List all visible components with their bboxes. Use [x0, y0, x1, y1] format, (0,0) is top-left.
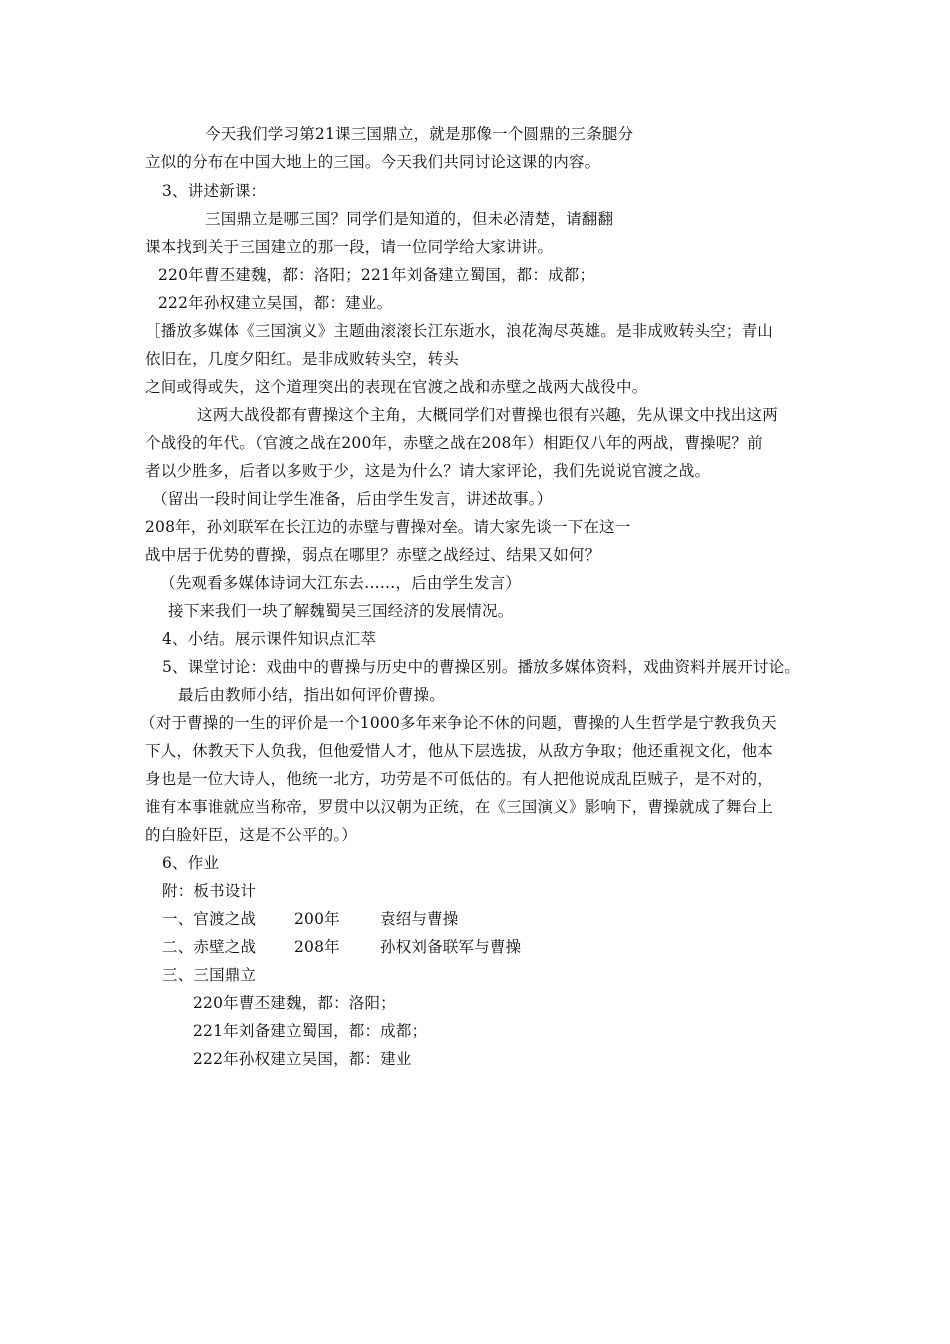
text-line: 三国鼎立是哪三国？同学们是知道的，但未必清楚，请翻翻 — [205, 210, 614, 228]
board-row-desc: 孙权刘备联军与曹操 — [380, 938, 522, 956]
text-line: 个战役的年代。（官渡之战在200年，赤壁之战在208年）相距仅八年的两战，曹操呢？前 — [145, 434, 763, 452]
board-row-year: 200年 — [294, 910, 340, 928]
text-line: 5、课堂讨论：戏曲中的曹操与历史中的曹操区别。播放多媒体资料，戏曲资料并展开讨论。 — [162, 658, 801, 676]
text-line: 战中居于优势的曹操，弱点在哪里？赤壁之战经过、结果又如何？ — [145, 546, 601, 564]
text-line: 220年曹丕建魏，都：洛阳；221年刘备建立蜀国，都：成都； — [158, 266, 596, 284]
board-section-title: 三、三国鼎立 — [162, 966, 257, 984]
text-line: 这两大战役都有曹操这个主角，大概同学们对曹操也很有兴趣，先从课文中找出这两 — [197, 406, 778, 424]
board-row — [162, 909, 459, 929]
text-line: 者以少胜多，后者以多败于少，这是为什么？请大家评论，我们先说说官渡之战。 — [145, 462, 711, 480]
text-line: 立似的分布在中国大地上的三国。今天我们共同讨论这课的内容。 — [145, 153, 601, 171]
board-row — [162, 937, 521, 957]
board-section-item: 220年曹丕建魏，都：洛阳； — [193, 994, 396, 1012]
text-line: 之间或得或失，这个道理突出的表现在官渡之战和赤壁之战两大战役中。 — [145, 378, 648, 396]
text-line: 的白脸奸臣，这是不公平的。） — [145, 826, 358, 844]
board-section-item: 222年孙权建立吴国，都：建业 — [193, 1050, 412, 1068]
text-line: 3、讲述新课： — [162, 182, 267, 200]
text-line: 接下来我们一块了解魏蜀吴三国经济的发展情况。 — [168, 602, 514, 620]
text-line: 最后由教师小结，指出如何评价曹操。 — [178, 686, 445, 704]
text-line: 谁有本事谁就应当称帝，罗贯中以汉朝为正统，在《三国演义》影响下，曹操就成了舞台上 — [145, 798, 774, 816]
text-line: （对于曹操的一生的评价是一个1000多年来争论不休的问题，曹操的人生哲学是宁教我负天 — [140, 714, 777, 732]
text-line: （先观看多媒体诗词大江东去……，后由学生发言） — [160, 574, 522, 592]
text-line: 依旧在，几度夕阳红。是非成败转头空，转头 — [145, 350, 460, 368]
board-row-desc: 袁绍与曹操 — [380, 910, 459, 928]
text-line: 4、小结。展示课件知识点汇萃 — [162, 630, 377, 648]
text-line: （留出一段时间让学生准备，后由学生发言，讲述故事。） — [152, 490, 553, 508]
text-line: ［播放多媒体《三国演义》主题曲滚滚长江东逝水，浪花淘尽英雄。是非成败转头空；青山 — [145, 322, 774, 340]
text-line: 下人，休教天下人负我，但他爱惜人才，他从下层选拔，从敌方争取；他还重视文化，他本 — [145, 742, 774, 760]
text-line: 附：板书设计 — [162, 882, 257, 900]
text-line: 今天我们学习第21课三国鼎立，就是那像一个圆鼎的三条腿分 — [205, 125, 634, 143]
text-line: 课本找到关于三国建立的那一段，请一位同学给大家讲讲。 — [145, 238, 554, 256]
text-line: 身也是一位大诗人，他统一北方，功劳是不可低估的。有人把他说成乱臣贼子，是不对的， — [145, 770, 774, 788]
text-line: 222年孙权建立吴国，都：建业。 — [158, 294, 393, 312]
board-row-title: 一、官渡之战 — [162, 910, 257, 928]
text-line: 208年，孙刘联军在长江边的赤壁与曹操对垒。请大家先谈一下在这一 — [145, 518, 631, 536]
board-section-item: 221年刘备建立蜀国，都：成都； — [193, 1022, 428, 1040]
board-row-year: 208年 — [294, 938, 340, 956]
board-row-title: 二、赤壁之战 — [162, 938, 257, 956]
text-line: 6、作业 — [162, 854, 220, 872]
